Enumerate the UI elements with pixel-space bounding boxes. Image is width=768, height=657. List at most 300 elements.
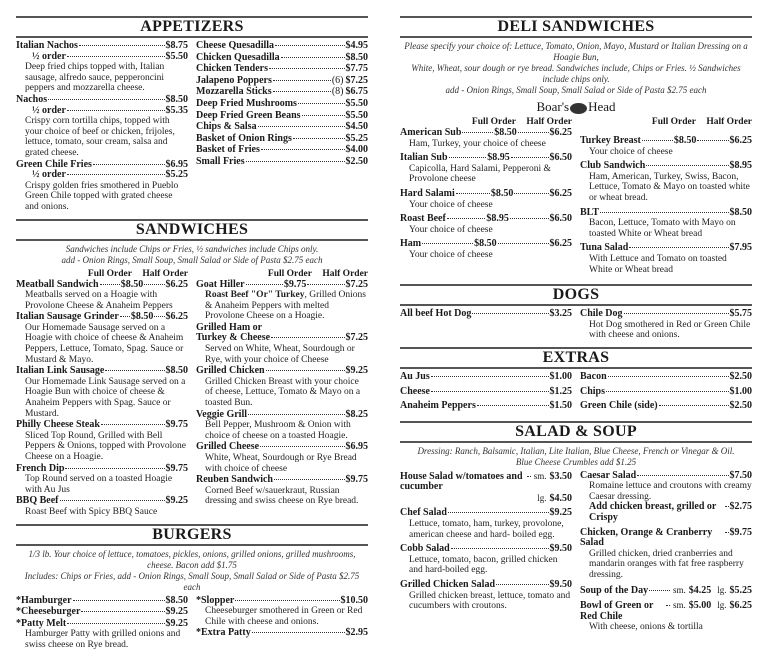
sub-item-line [16, 52, 188, 63]
item-name: *Patty Melt [16, 617, 67, 629]
item-description [580, 218, 752, 239]
menu-item[interactable] [196, 41, 368, 52]
menu-item[interactable] [16, 420, 188, 462]
full-order-header: Full Order [651, 117, 696, 127]
description-text: With Lettuce and Tomato on toasted White or Wheat bread [589, 253, 727, 275]
boars-head-logo [400, 99, 752, 115]
section-title: BURGERS [16, 524, 368, 546]
menu-item[interactable] [16, 607, 188, 618]
item-name: Green Chile Fries [16, 158, 92, 170]
sub-item-price: $5.50 [165, 50, 188, 62]
item-description [580, 481, 752, 502]
right-column [580, 471, 752, 637]
left-column [16, 596, 188, 652]
right-column [580, 372, 752, 416]
item-description [196, 606, 368, 627]
item-name: House Salad w/tomatoes and cucumber [400, 470, 523, 493]
menu-item[interactable] [196, 64, 368, 75]
menu-item[interactable] [196, 134, 368, 145]
item-name: Ham [400, 238, 422, 250]
section-title: SANDWICHES [16, 219, 368, 241]
item-name: Grilled Cheese [196, 441, 260, 453]
half-price: $6.25 [549, 238, 573, 250]
description-text: Cheeseburger smothered in Green or Red Chile with cheese and onions. [205, 606, 363, 627]
dot-leader [302, 115, 345, 116]
left-column [16, 269, 188, 519]
left-page [16, 16, 368, 657]
menu-item[interactable] [16, 280, 188, 312]
full-price: $8.95 [487, 152, 510, 164]
item-price: $7.25 [345, 74, 368, 86]
dot-leader [293, 138, 345, 139]
item-name: French Dip [16, 462, 65, 474]
item-price: $1.00 [549, 370, 572, 382]
menu-item[interactable] [580, 585, 752, 597]
size-label: sm. [672, 600, 686, 611]
description-text: Your choice of cheese [589, 146, 673, 157]
menu-item[interactable] [400, 580, 572, 612]
menu-item[interactable] [580, 401, 752, 412]
section-note [16, 549, 368, 593]
item-line [16, 464, 188, 475]
item-name: Italian Sub [400, 152, 448, 164]
menu-item[interactable] [196, 145, 368, 156]
menu-item[interactable] [16, 464, 188, 496]
price-small: $5.00 [688, 600, 712, 612]
item-price: $6.95 [345, 441, 368, 453]
item-price: $9.25 [165, 495, 188, 507]
dot-leader [252, 632, 345, 633]
dot-leader [649, 590, 670, 591]
menu-item[interactable] [196, 596, 368, 628]
item-line [196, 122, 368, 133]
menu-item[interactable] [400, 189, 572, 210]
item-name: Anaheim Peppers [400, 400, 476, 412]
item-name: Bacon [580, 370, 607, 382]
deli-sandwiches-section [400, 16, 752, 279]
description-text: Corned Beef w/sauerkraut, Russian dressing and swiss cheese on Rye bread. [205, 485, 359, 507]
description-text: Top Round served on a toasted Hoagie with Au Jus [25, 474, 173, 495]
dot-leader [261, 149, 345, 150]
menu-item[interactable] [16, 496, 188, 517]
item-line [400, 189, 572, 200]
description-text: Grilled chicken breast, lettuce, tomato and cucumbers with croutons. [409, 590, 571, 612]
description-text: Grilled Chicken Breast with your choice of cheese, Lettuce, Tomato & Mayo on a toasted Bun. [205, 376, 361, 409]
dot-leader [431, 391, 549, 392]
note-line: Dressing: Ranch, Balsamic, Italian, Lite Italian, Blue Cheese, French or Vinegar & Oil. [417, 445, 735, 456]
sub-item-label: Add chicken breast, grilled or Crispy [589, 501, 717, 524]
dot-leader [100, 284, 120, 285]
item-description [400, 139, 572, 150]
item-name: Au Jus [400, 370, 430, 382]
dot-leader [67, 623, 164, 624]
menu-item[interactable] [400, 309, 572, 320]
item-line [196, 442, 368, 453]
menu-item[interactable] [16, 596, 188, 607]
dot-leader [725, 532, 729, 533]
sub-item-line [400, 493, 572, 505]
burgers-section [16, 524, 368, 652]
half-order-header: Half Order [142, 268, 188, 279]
item-name: BBQ Beef [16, 495, 59, 507]
item-line [400, 387, 572, 398]
section-columns [400, 471, 752, 637]
item-line [400, 153, 572, 164]
note-line: 1/3 lb. Your choice of lettuce, tomatoes, pickles, onions, grilled onions, grilled mushrooms, cheese. Bacon add $1.75 [28, 548, 356, 570]
item-name: Jalapeno Poppers [196, 74, 272, 86]
menu-item[interactable] [400, 128, 572, 149]
dot-leader [629, 247, 728, 248]
item-name: Grilled Chicken Salad [400, 579, 496, 591]
description-text: Hamburger Patty with grilled onions and swiss cheese on Rye bread. [25, 629, 181, 650]
description-text: White, Wheat, Sourdough or Rye Bread with choice of cheese [205, 453, 357, 474]
item-price: $3.25 [549, 308, 572, 320]
item-price: $8.50 [345, 51, 368, 63]
menu-item[interactable] [196, 442, 368, 474]
menu-item[interactable] [580, 372, 752, 383]
item-name: Mozzarella Sticks [196, 86, 272, 98]
menu-item[interactable] [196, 76, 368, 87]
dot-leader [60, 500, 165, 501]
dot-leader [65, 468, 164, 469]
dot-leader [274, 479, 345, 480]
menu-item[interactable] [580, 309, 752, 341]
menu-item[interactable] [580, 136, 752, 157]
item-price: $4.50 [345, 121, 368, 133]
menu-item[interactable] [400, 387, 572, 398]
item-line [400, 128, 572, 139]
menu-item[interactable] [580, 161, 752, 203]
item-price: $9.75 [165, 419, 188, 431]
item-line [196, 145, 368, 156]
item-price: $9.25 [549, 507, 572, 519]
column-headers [16, 269, 188, 280]
item-price: $9.75 [345, 474, 368, 486]
item-description [196, 420, 368, 441]
right-column [580, 117, 752, 279]
sub-item-label: ½ order [32, 169, 66, 181]
dot-leader [235, 600, 339, 601]
item-price: $5.50 [345, 109, 368, 121]
item-description [400, 250, 572, 261]
menu-item[interactable] [400, 239, 572, 260]
dot-leader [527, 476, 531, 477]
item-name: Green Chile (side) [580, 400, 658, 412]
dot-leader [67, 110, 165, 111]
menu-item[interactable] [580, 528, 752, 581]
item-price: $8.95 [729, 160, 752, 172]
column-headers [196, 269, 368, 280]
item-line [196, 157, 368, 168]
description-text: Served on White, Wheat, Sourdough or Rye, with your choice of Cheese [205, 344, 355, 365]
menu-item[interactable] [400, 508, 572, 540]
item-description [196, 486, 368, 507]
item-line [400, 544, 572, 555]
item-price: $9.75 [165, 462, 188, 474]
item-name: *Hamburger [16, 594, 72, 606]
menu-item[interactable] [196, 87, 368, 98]
item-price: $1.00 [729, 385, 752, 397]
half-price: $7.25 [345, 278, 369, 290]
menu-item[interactable] [196, 53, 368, 64]
half-price: $6.25 [729, 135, 752, 146]
size-label: lg. [537, 492, 547, 503]
size-label: lg. [717, 600, 727, 611]
menu-item[interactable] [196, 280, 368, 322]
menu-item[interactable] [400, 153, 572, 185]
section-columns [400, 117, 752, 279]
sub-item-price: $5.35 [165, 104, 188, 116]
full-price: $8.50 [673, 135, 697, 146]
section-columns [400, 372, 752, 416]
item-line [196, 475, 368, 486]
menu-item[interactable] [400, 544, 572, 576]
menu-item[interactable] [580, 471, 752, 524]
menu-item[interactable] [16, 95, 188, 159]
dot-leader [431, 376, 549, 377]
item-line [580, 387, 752, 398]
item-description [580, 622, 752, 633]
menu-item[interactable] [196, 111, 368, 122]
dot-leader [666, 605, 670, 606]
menu-item[interactable] [16, 160, 188, 213]
item-line [16, 619, 188, 630]
size-label: lg. [717, 584, 727, 595]
item-price: $9.50 [549, 579, 572, 591]
description-text: Romaine lettuce and croutons with creamy Caesar dressing. [589, 481, 752, 502]
menu-item[interactable] [196, 122, 368, 133]
section-columns [400, 309, 752, 342]
item-price: $5.25 [345, 132, 368, 144]
description-text: With cheese, onions & tortilla [589, 622, 703, 633]
right-column [580, 309, 752, 342]
dot-leader [448, 512, 549, 513]
description-text: Your choice of cheese [409, 199, 493, 210]
description-text: Hot Dog smothered in Red or Green Chile with cheese and onions. [589, 319, 751, 341]
item-name: Chips [580, 385, 606, 397]
menu-item[interactable] [196, 628, 368, 639]
item-description [400, 225, 572, 236]
item-quantity: (6) [331, 74, 344, 86]
item-name: Hard Salami [400, 187, 455, 199]
item-line [400, 508, 572, 519]
left-column [400, 372, 572, 416]
item-line [400, 471, 572, 493]
dot-leader [472, 313, 548, 314]
item-name: Goat Hiller [196, 278, 245, 290]
item-line [400, 309, 572, 320]
item-description [400, 200, 572, 211]
menu-item[interactable] [196, 410, 368, 442]
menu-item[interactable] [16, 619, 188, 651]
menu-item[interactable] [580, 243, 752, 275]
description-text: Ham, American, Turkey, Swiss, Bacon, Lettuce, Tomato & Mayo on toasted white or wheat bread. [589, 171, 750, 203]
dot-leader [269, 68, 345, 69]
dot-leader [608, 376, 729, 377]
menu-item[interactable] [196, 475, 368, 507]
dot-leader [697, 140, 728, 141]
item-price: $8.50 [165, 93, 188, 105]
item-price: $9.25 [165, 617, 188, 629]
section-note [400, 446, 752, 468]
note-line: Includes: Chips or Fries, add - Onion Rings, Small Soup, Small Salad or Side of Pasta $2.75 each [24, 570, 360, 592]
menu-item[interactable] [400, 471, 572, 505]
dot-leader [273, 91, 331, 92]
item-price: $1.50 [549, 400, 572, 412]
full-price: $8.50 [490, 187, 514, 199]
description-text: Our Homemade Link Sausage served on a Hoagie Bun with choice of cheese & Anaheim Peppers with Spag. Sauce or Mustard. [25, 376, 186, 419]
dot-leader [73, 600, 165, 601]
item-line [196, 628, 368, 639]
dot-leader [248, 414, 344, 415]
dot-leader [281, 57, 345, 58]
description-text: Sliced Top Round, Grilled with Bell Peppers & Onions, topped with Provolone Cheese on a Hoagie. [25, 430, 186, 462]
item-line [16, 496, 188, 507]
sandwiches-section [16, 219, 368, 519]
dot-leader [462, 132, 493, 133]
menu-item[interactable] [196, 366, 368, 408]
menu-item[interactable] [16, 41, 188, 94]
section-columns [16, 41, 368, 214]
item-description [400, 555, 572, 576]
section-note [400, 41, 752, 96]
menu-item[interactable] [580, 208, 752, 240]
logo-text-right: Head [588, 99, 616, 114]
item-name: Turkey Breast [580, 135, 641, 146]
item-line [16, 596, 188, 607]
full-price: $8.95 [486, 213, 509, 225]
item-line [196, 366, 368, 377]
item-name: Caesar Salad [580, 469, 637, 481]
note-line: White, Wheat, sour dough or rye bread. Sandwiches include, Chips or Fries. ½ Sandwiches include chips only. [411, 63, 741, 84]
item-price: $1.25 [549, 385, 572, 397]
item-name: *Cheeseburger [16, 606, 81, 618]
description-text: Bell Pepper, Mushroom & Onion with choice of cheese on a toasted Hoagie. [205, 420, 351, 441]
item-line [400, 580, 572, 591]
dot-leader [273, 80, 331, 81]
item-name: Italian Link Sausage [16, 365, 105, 377]
half-price: $6.25 [165, 311, 189, 323]
sub-item-line [580, 502, 752, 523]
item-line [16, 41, 188, 52]
item-line [16, 280, 188, 291]
description-text: , Grilled Onions & Anaheim Peppers with melted Provolone Cheese on a Hoagie. [205, 290, 366, 322]
section-note [16, 244, 368, 266]
item-description [16, 507, 188, 518]
dot-leader [298, 103, 345, 104]
menu-item[interactable] [400, 214, 572, 235]
item-line [580, 585, 752, 597]
menu-item[interactable] [196, 157, 368, 168]
item-description [580, 147, 752, 158]
menu-item[interactable] [580, 600, 752, 633]
item-description [16, 377, 188, 419]
menu-item[interactable] [16, 312, 188, 365]
item-price: $2.50 [729, 400, 752, 412]
description-text: Capicolla, Hard Salami, Pepperoni & Provolone cheese [409, 163, 551, 185]
item-price: $3.50 [549, 470, 572, 482]
dot-leader [511, 157, 549, 158]
dot-leader [275, 45, 344, 46]
sub-item-line [16, 170, 188, 181]
item-price: $4.00 [345, 144, 368, 156]
item-name: BLT [580, 206, 600, 218]
dot-leader [646, 165, 728, 166]
item-price: $8.75 [165, 40, 188, 51]
item-description [196, 290, 368, 322]
dot-leader [105, 370, 164, 371]
item-name: Cheese Quesadilla [196, 40, 275, 51]
dot-leader [600, 212, 728, 213]
half-order-header: Half Order [322, 268, 368, 279]
price-small: $4.25 [688, 584, 712, 596]
item-price: $6.75 [345, 86, 368, 98]
item-name: Chips & Salsa [196, 121, 257, 133]
dot-leader [447, 218, 486, 219]
dot-leader [154, 316, 164, 317]
menu-item[interactable] [16, 366, 188, 419]
item-price: $2.50 [729, 370, 752, 382]
column-headers [580, 117, 752, 128]
note-line: Blue Cheese Crumbles add $1.25 [515, 456, 637, 467]
description-text: Meatballs served on a Hoagie with Provolone Cheese & Anaheim Peppers [25, 290, 173, 311]
description-text: Lettuce, tomato, ham, turkey, provolone, american cheese and hard- boiled egg. [409, 519, 564, 540]
item-name: American Sub [400, 127, 462, 138]
item-description [16, 629, 188, 650]
item-price: $5.75 [729, 308, 752, 320]
item-name: Deep Fried Green Beans [196, 109, 301, 121]
item-name: Turkey & Cheese [196, 332, 271, 344]
menu-item[interactable] [196, 99, 368, 110]
item-name-prefix: Grilled Ham or [196, 321, 263, 333]
menu-item[interactable] [400, 401, 572, 412]
full-order-header: Full Order [87, 268, 132, 279]
item-name: Cobb Salad [400, 543, 450, 555]
menu-item[interactable] [400, 372, 572, 383]
dot-leader [642, 140, 673, 141]
menu-item[interactable] [196, 323, 368, 365]
item-line [400, 401, 572, 412]
logo-text-left: Boar's [536, 99, 570, 114]
menu-item[interactable] [580, 387, 752, 398]
item-price: $7.50 [729, 469, 752, 481]
dot-leader [606, 391, 728, 392]
item-line [196, 596, 368, 607]
item-price: $9.25 [345, 365, 368, 377]
dot-leader [266, 370, 345, 371]
boar-icon [570, 103, 587, 114]
dot-leader [101, 424, 165, 425]
item-description [196, 377, 368, 409]
half-price: $6.25 [165, 278, 189, 290]
item-description [16, 474, 188, 495]
item-name: Cheese [400, 385, 430, 397]
left-column [400, 471, 572, 637]
item-line [400, 214, 572, 225]
right-column [196, 41, 368, 214]
description-text: Crispy golden fries smothered in Pueblo Green Chile topped with grated cheese and onions. [25, 180, 179, 212]
item-price: $7.95 [729, 242, 752, 254]
item-line [16, 312, 188, 323]
half-order-header: Half Order [706, 117, 752, 127]
item-price: $2.50 [345, 155, 368, 167]
item-name: Bowl of Green or Red Chile [580, 600, 654, 622]
full-price: $9.75 [283, 278, 307, 290]
item-line [580, 401, 752, 412]
description-text: Deep fried chips topped with, Italian sausage, alfredo sauce, pepperoncini peppers and mozzarella cheese. [25, 62, 165, 94]
dot-leader [510, 218, 549, 219]
item-name: Chile Dog [580, 308, 623, 320]
